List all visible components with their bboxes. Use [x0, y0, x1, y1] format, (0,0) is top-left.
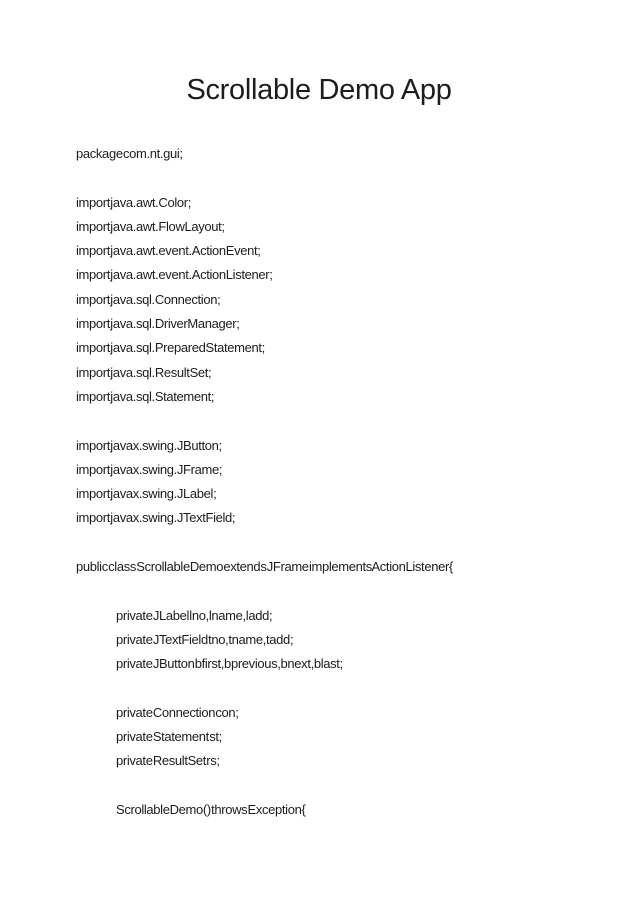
- code-line: import javax.swing.JFrame;: [76, 461, 223, 477]
- code-line: import java.sql.Connection;: [76, 291, 221, 307]
- blank-line: [76, 409, 598, 433]
- blank-line: [76, 677, 598, 701]
- code-line: import java.sql.DriverManager;: [76, 316, 240, 332]
- code-line: import java.sql.PreparedStatement;: [76, 340, 265, 356]
- code-line: private ResultSet rs;: [116, 753, 220, 769]
- document-title: Scrollable Demo App: [186, 74, 452, 106]
- code-line: import java.sql.Statement;: [76, 388, 215, 404]
- code-line: import javax.swing.JButton;: [76, 437, 222, 453]
- blank-line: [76, 531, 598, 555]
- code-line: private JTextField tno,tname,tadd;: [116, 631, 294, 647]
- code-line: import java.awt.Color;: [76, 194, 192, 210]
- code-line: package com.nt.gui;: [76, 146, 183, 161]
- code-line: import javax.swing.JLabel;: [76, 486, 217, 502]
- code-line: private JLabel lno,lname,ladd;: [116, 607, 273, 623]
- code-line: public class ScrollableDemo extends JFrame implements ActionListener{: [76, 559, 453, 575]
- code-line: import java.sql.ResultSet;: [76, 364, 212, 380]
- code-line: import javax.swing.JTextField;: [76, 510, 236, 526]
- code-line: import java.awt.event.ActionListener;: [76, 267, 273, 283]
- code-line: ScrollableDemo() throws Exception{: [116, 802, 306, 818]
- blank-line: [76, 166, 598, 190]
- code-line: private Statement st;: [116, 729, 222, 745]
- blank-line: [76, 774, 598, 798]
- blank-line: [76, 579, 598, 603]
- code-line: private JButton bfirst,bprevious,bnext,blast;: [116, 656, 343, 672]
- code-line: import java.awt.FlowLayout;: [76, 218, 225, 234]
- code-line: private Connection con;: [116, 704, 239, 720]
- code-block: [76, 142, 598, 822]
- code-line: import java.awt.event.ActionEvent;: [76, 243, 261, 259]
